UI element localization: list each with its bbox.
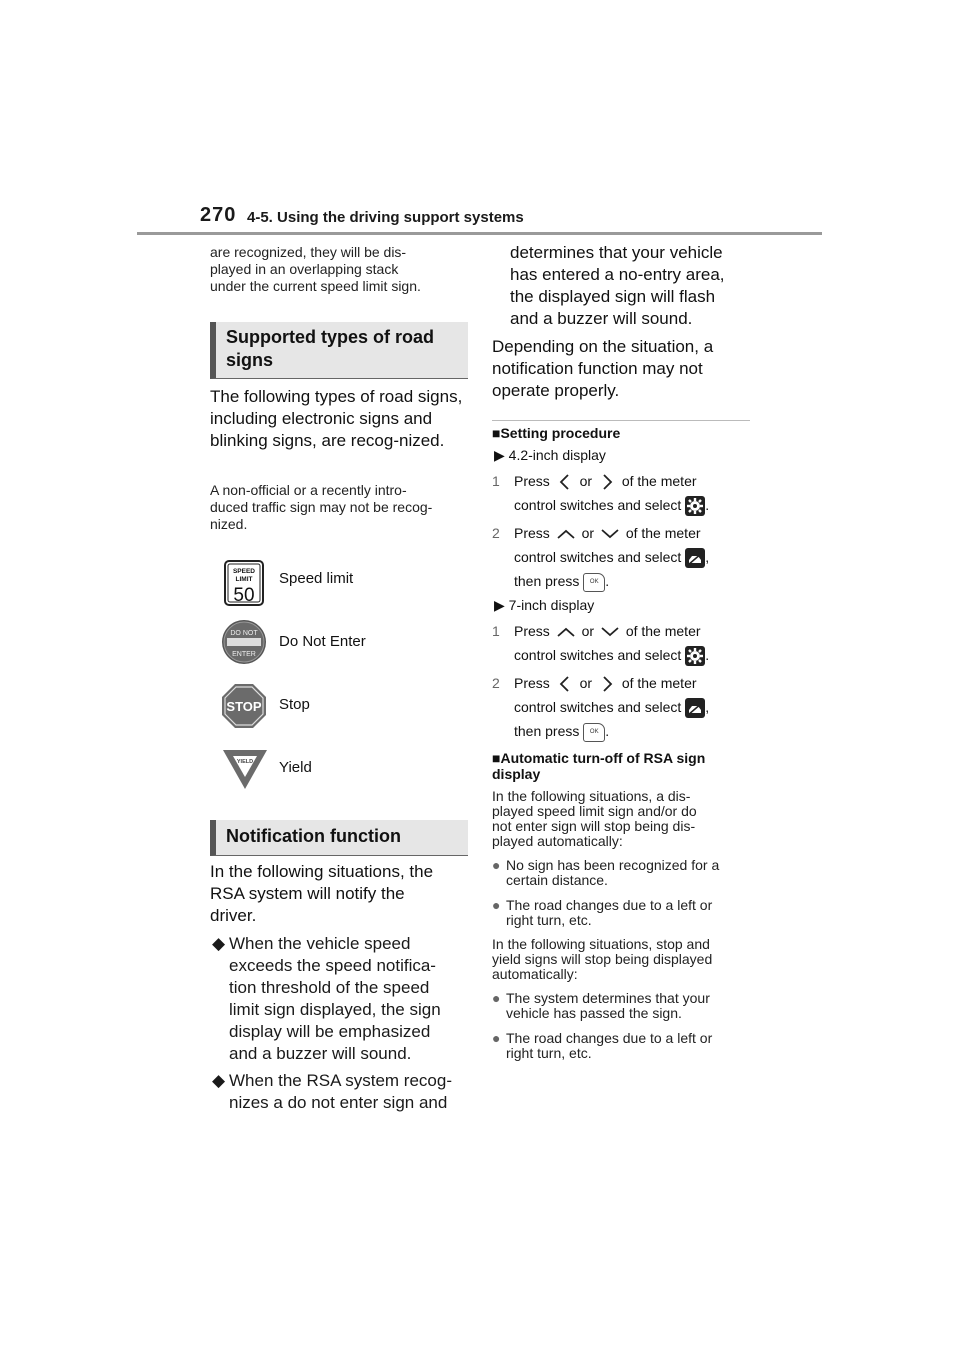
step-42-2-line1: [492, 521, 701, 545]
step-42-2-line2: control switches and select ,: [492, 545, 709, 569]
step-7-2-line2: control switches and select ,: [492, 695, 709, 719]
notification-body: In the following situations, the RSA system will notify the driver.: [210, 862, 434, 925]
chevron-right-icon: [596, 473, 618, 491]
chevron-left-icon: [554, 473, 576, 491]
dne-sign-text-1: DO NOT: [230, 630, 258, 637]
auto-turnoff-heading: ■Automatic turn-off of RSA sign display: [492, 750, 706, 782]
depending-text: Depending on the situation, a notification function may not operate properly.: [492, 337, 714, 400]
diamond-bullet-icon: ◆: [212, 934, 226, 953]
step-42-2-line3: then press OK .: [492, 569, 609, 593]
step-7-1-line2: control switches and select .: [492, 643, 709, 667]
list-item: [492, 898, 742, 928]
sign-label-yield: Yield: [279, 759, 312, 776]
speed-limit-sign-icon: [224, 560, 264, 606]
setting-procedure-heading: ■Setting procedure: [492, 425, 621, 441]
driving-assist-car-icon: [685, 698, 705, 718]
auto-note-2: In the following situations, stop and yield signs will stop being displayed automatically:: [492, 936, 713, 982]
or-text: or: [579, 675, 593, 691]
chevron-down-icon: [598, 624, 622, 640]
dot-text: No sign has been recognized for a certain distance.: [506, 857, 720, 888]
step-7-2-line3: then press OK .: [492, 719, 609, 743]
or-text: or: [579, 473, 593, 489]
bullet-text: When the vehicle speed exceeds the speed notifica- tion threshold of the speed limit sign displayed, the sign display will be emphasized and a buzzer will sound.: [229, 934, 441, 1063]
section-title: 4-5. Using the driving support systems: [247, 209, 524, 226]
display-42-heading: ▶ 4.2-inch display: [494, 447, 606, 463]
chevron-up-icon: [554, 526, 578, 542]
auto-note-1: In the following situations, a dis- played speed limit sign and/or do not enter sign will stop being dis- played automatically:: [492, 788, 697, 849]
list-item: [212, 933, 468, 1065]
dot-bullet-icon: ●: [492, 1030, 501, 1046]
or-text: or: [581, 623, 595, 639]
gear-icon: [685, 646, 705, 666]
dne-sign-text-2: ENTER: [232, 651, 256, 658]
press-text: Press: [514, 473, 550, 489]
stop-sign-icon: [221, 683, 267, 729]
dot-text: The system determines that your vehicle has passed the sign.: [506, 990, 710, 1021]
dot-text: The road changes due to a left or right turn, etc.: [506, 897, 713, 928]
speed-sign-text-1: SPEED: [232, 568, 256, 575]
step-number: 1: [492, 473, 500, 489]
section-divider: [492, 420, 750, 421]
display-7-heading: ▶ 7-inch display: [494, 597, 595, 613]
control-select-text: control switches and select: [514, 647, 682, 663]
bullet-text: When the RSA system recog- nizes a do not enter sign and: [229, 1071, 452, 1112]
step-7-2-line1: [492, 671, 697, 695]
sign-label-speed-limit: Speed limit: [279, 570, 354, 587]
intro-text: are recognized, they will be dis- played in an overlapping stack under the current speed limit sign.: [210, 244, 421, 294]
list-item: [492, 1031, 742, 1061]
yield-sign-icon: [222, 748, 268, 790]
of-meter-text: of the meter: [621, 473, 697, 489]
of-meter-text: of the meter: [625, 623, 701, 639]
dot-bullet-icon: ●: [492, 897, 501, 913]
dot-bullet-icon: ●: [492, 990, 501, 1006]
continued-text: determines that your vehicle has entered a no-entry area, the displayed sign will flash and a buzzer will sound.: [510, 243, 725, 328]
control-select-text: control switches and select: [514, 699, 682, 715]
do-not-enter-sign-icon: [221, 619, 267, 665]
supported-signs-heading: Supported types of road signs: [210, 322, 468, 379]
of-meter-text: of the meter: [621, 675, 697, 691]
then-press-text: then press: [514, 723, 580, 739]
speed-sign-text-2: LIMIT: [235, 576, 253, 583]
chevron-down-icon: [598, 526, 622, 542]
press-text: Press: [514, 675, 550, 691]
header-divider: [137, 232, 822, 235]
step-number: 2: [492, 525, 500, 541]
control-select-text: control switches and select: [514, 497, 682, 513]
gear-icon: [685, 496, 705, 516]
stop-sign-text: STOP: [226, 699, 262, 714]
diamond-bullet-icon: ◆: [212, 1071, 226, 1090]
step-number: 2: [492, 675, 500, 691]
sign-label-stop: Stop: [279, 696, 310, 713]
dot-text: The road changes due to a left or right turn, etc.: [506, 1030, 713, 1061]
page-number: 270: [200, 204, 237, 226]
sign-label-do-not-enter: Do Not Enter: [279, 633, 366, 650]
yield-sign-text: YIELD: [236, 759, 254, 765]
speed-sign-value: 50: [233, 585, 255, 606]
list-item: [492, 858, 742, 888]
step-42-1-line1: [492, 469, 697, 493]
ok-button-icon: OK: [583, 573, 605, 592]
supported-signs-note: A non-official or a recently intro- duced traffic sign may not be recog- nized.: [210, 482, 433, 532]
list-item: [492, 991, 742, 1021]
step-number: 1: [492, 623, 500, 639]
press-text: Press: [514, 525, 550, 541]
supported-signs-body: The following types of road signs, including electronic signs and blinking signs, are recog-nized.: [210, 387, 463, 450]
step-42-1-line2: control switches and select .: [492, 493, 709, 517]
of-meter-text: of the meter: [625, 525, 701, 541]
then-press-text: then press: [514, 573, 580, 589]
list-item: [212, 1070, 468, 1114]
chevron-up-icon: [554, 624, 578, 640]
dot-bullet-icon: ●: [492, 857, 501, 873]
press-text: Press: [514, 623, 550, 639]
ok-button-icon: OK: [583, 723, 605, 742]
notification-heading: Notification function: [210, 820, 468, 856]
driving-assist-car-icon: [685, 548, 705, 568]
chevron-right-icon: [596, 675, 618, 693]
step-7-1-line1: [492, 619, 701, 643]
control-select-text: control switches and select: [514, 549, 682, 565]
chevron-left-icon: [554, 675, 576, 693]
or-text: or: [581, 525, 595, 541]
